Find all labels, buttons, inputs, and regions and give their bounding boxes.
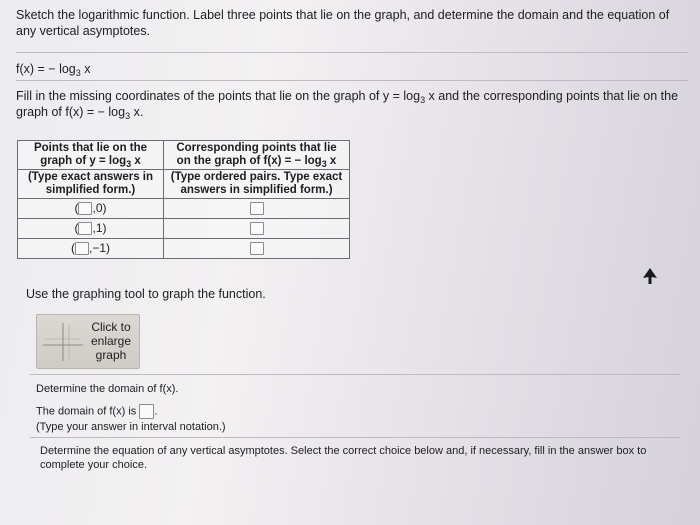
x-coordinate-input[interactable] <box>78 202 92 215</box>
divider <box>30 374 680 375</box>
x-coordinate-input[interactable] <box>78 222 92 235</box>
enlarge-graph-label: Click to enlarge graph <box>90 320 132 362</box>
problem-prompt: Sketch the logarithmic function. Label three points that lie on the graph, and determine the domain and the equation of any vertical asymptotes. <box>16 8 670 38</box>
ordered-pair-input[interactable] <box>250 202 264 215</box>
point-cell: ( ,0) <box>18 199 164 219</box>
divider <box>16 52 688 53</box>
table-row <box>18 199 350 219</box>
domain-instruction: Determine the domain of f(x). <box>36 383 179 395</box>
col2-note: (Type ordered pairs. Type exact answers in simplified form.) <box>164 170 350 199</box>
point-cell <box>164 219 350 239</box>
fill-instruction: Fill in the missing coordinates of the points that lie on the graph of $y = \log_3 x$ and the corresponding points that lie on the graph of f(x) = − $\log_3 x$. <box>16 89 679 121</box>
domain-answer-hint: (Type your answer in interval notation.) <box>36 421 226 433</box>
point-cell <box>164 199 350 219</box>
col1-header: Points that lie on the graph of $y = \log_3 x$ <box>18 141 164 170</box>
point-cell: ( ,−1) <box>18 239 164 259</box>
divider <box>16 80 688 81</box>
x-coordinate-input[interactable] <box>75 242 89 255</box>
domain-answer-line: The domain of f(x) is . <box>36 405 158 418</box>
asymptote-instruction: Determine the equation of any vertical asymptotes. Select the correct choice below and, if necessary, fill in the answer box to complete your choice. <box>40 445 647 471</box>
points-table <box>17 140 350 259</box>
table-row <box>18 239 350 259</box>
col2-header: Corresponding points that lie on the graph of f(x) = − $\log_3 x$ <box>164 141 350 170</box>
point-cell: ( ,1) <box>18 219 164 239</box>
mouse-pointer-icon <box>643 268 657 284</box>
table-row <box>18 219 350 239</box>
domain-answer-input[interactable] <box>139 404 154 419</box>
graph-thumbnail-icon <box>43 323 83 361</box>
graph-instruction: Use the graphing tool to graph the function. <box>26 287 266 301</box>
enlarge-graph-button[interactable] <box>36 314 140 369</box>
divider <box>30 437 680 438</box>
ordered-pair-input[interactable] <box>250 242 264 255</box>
col1-note: (Type exact answers in simplified form.) <box>18 170 164 199</box>
ordered-pair-input[interactable] <box>250 222 264 235</box>
function-definition: f(x) = − $\log_3 x$ <box>16 62 91 78</box>
point-cell <box>164 239 350 259</box>
